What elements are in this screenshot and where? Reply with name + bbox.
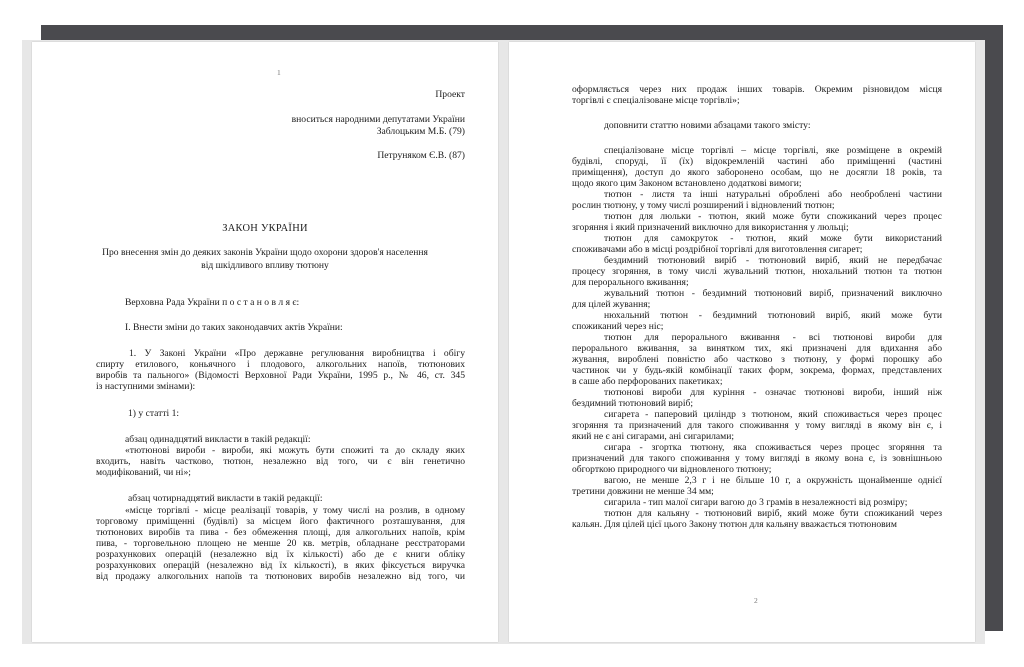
para-14-line: розрахункових операцій (незалежно від їх кількості), в яких фіксується виручка bbox=[96, 560, 465, 571]
definition-line: сигарета - паперовий циліндр з тютюном, який споживається через процес bbox=[604, 409, 942, 420]
para-14-line: пива, - торговельною площею не менше 20 кв. метрів, обладнане реєстраторами bbox=[96, 538, 465, 549]
definition-line: жування, вироблені повністю або частково з тютюну, у формі порошку або bbox=[572, 354, 942, 365]
para-14-line: розрахункових операцій (незалежно від їх кількості) або де є книги обліку bbox=[96, 549, 465, 560]
definition-line: процесу згоряння, в тому числі жувальний тютюн, нюхальний тютюн та тютюн bbox=[572, 266, 942, 277]
definition-line: жувальний тютюн - бездимний тютюновий виріб, призначений виключно bbox=[604, 288, 942, 299]
subitem-1: 1) у статті 1: bbox=[128, 408, 180, 419]
para-14-line: від продажу алкогольних напоїв та тютюнових виробів незалежно від того, чи bbox=[96, 571, 465, 582]
para-11-line: входить, навіть частково, тютюн, незалежно від того, чи є він генетично bbox=[96, 456, 465, 467]
window-frame-top bbox=[41, 25, 1003, 40]
para-14-line: «місце торгівлі - місце реалізації товарів, у тому числі на розлив, в одному bbox=[125, 505, 465, 516]
definition-line: третини довжини не менше 34 мм; bbox=[572, 486, 714, 497]
definition-line: який не є ані сигарами, ані сигарилами; bbox=[572, 431, 735, 442]
definition-line: в саше або перфорованих пакетиках; bbox=[572, 376, 723, 387]
definition-line: обгорткою природного чи відновленого тютюну; bbox=[572, 464, 772, 475]
add-paragraphs-intro: доповнити статтю новими абзацами такого змісту: bbox=[604, 120, 811, 131]
para-14-line: торговому приміщенні (будівлі) за місцем його фактичного розташування, для bbox=[96, 516, 465, 527]
definition-line: сигарила - тип малої сигари вагою до 3 грамів в незалежності від розміру; bbox=[604, 497, 908, 508]
law-subtitle-line-2: від шкідливого впливу тютюну bbox=[201, 260, 329, 271]
continuation-line: торгівлі є спеціалізоване місце торгівлі»; bbox=[572, 95, 740, 106]
definition-line: споживачами або в місці роздрібної торгівлі для виготовлення сигарет; bbox=[572, 244, 863, 255]
definition-line: згоряння та призначений для такого споживання у тому вигляді в якому він є, і bbox=[572, 420, 942, 431]
definition-line: тютюн для перорального вживання - всі тютюнові вироби для bbox=[604, 332, 942, 343]
definition-line: кальян. Для цілей цієї цього Закону тютюн для кальяну вважається тютюновим bbox=[572, 519, 897, 530]
definition-line: бездимний тютюновий виріб; bbox=[572, 398, 694, 409]
definition-line: будівлі, споруді, її (їх) відокремленій частині або приміщенні (частині bbox=[572, 156, 942, 167]
item-1-line: виробів та пального» (Відомості Верховної Ради України, 1995 р., № 46, ст. 345 bbox=[96, 370, 465, 381]
para-11-intro: абзац одинадцятий викласти в такій редакції: bbox=[125, 434, 311, 445]
definition-line: тютюн для самокруток - тютюн, який може бути використаний bbox=[604, 233, 942, 244]
definition-line: тютюнові вироби для куріння - означає тютюнові вироби, інший ніж bbox=[604, 387, 942, 398]
continuation-line: оформляється через них продаж інших товарів. Окремим різновидом місця bbox=[572, 84, 942, 95]
definition-line: згоряння і який призначений виключно для використання у люльці; bbox=[572, 222, 849, 233]
author-2: Петруняком Є.В. (87) bbox=[377, 150, 465, 161]
item-1-line: спирту етилового, коньячного і плодового, алкогольних напоїв, тютюнових bbox=[96, 359, 465, 370]
para-14-line: тютюнових виробів та пива - без обмеження площі, для алкогольних напоїв, крім bbox=[96, 527, 465, 538]
law-title: ЗАКОН УКРАЇНИ bbox=[222, 223, 308, 234]
definition-line: рослин тютюну, у тому числі розширений і відновлений тютюн; bbox=[572, 200, 835, 211]
para-14-block bbox=[96, 505, 465, 582]
definition-line: для перорального вживання; bbox=[572, 277, 689, 288]
introduced-by: вноситься народними депутатами України bbox=[291, 114, 465, 125]
definition-line: перорального вживання, за винятком тих, які призначені для вдихання або bbox=[572, 343, 942, 354]
definition-line: тютюн - листя та інші натуральні оброблені або необроблені частини bbox=[604, 189, 942, 200]
definition-line: нюхальний тютюн - бездимний тютюновий виріб, який може бути bbox=[604, 310, 942, 321]
definition-line: сигара - згортка тютюну, яка споживається через процес згоряння та bbox=[604, 442, 942, 453]
page-number: 2 bbox=[754, 596, 758, 605]
definition-line: призначений для такого споживання у тому вигляді в якому вона є, із зовнішньою bbox=[572, 453, 942, 464]
window-frame-right bbox=[985, 25, 1003, 631]
para-11-line: модифікований, чи ні»; bbox=[96, 467, 191, 478]
definition-line: приміщення), доступ до якого заборонено особам, що не досягли 18 років, та bbox=[572, 167, 942, 178]
definitions-block bbox=[572, 145, 942, 530]
definition-line: спеціалізоване місце торгівлі – місце торгівлі, яке розміщене в окремій bbox=[604, 145, 942, 156]
page-number: 1 bbox=[277, 68, 281, 77]
definition-line: бездимний тютюновий виріб - тютюновий виріб, який не передбачає bbox=[604, 255, 942, 266]
postanovliaie: Верховна Рада України п о с т а н о в л я є: bbox=[125, 297, 300, 308]
project-label: Проект bbox=[435, 89, 465, 100]
definition-line: для цілей жування; bbox=[572, 299, 651, 310]
law-subtitle-line-1: Про внесення змін до деяких законів України щодо охорони здоров'я населення bbox=[102, 247, 428, 258]
author-1: Заблоцьким М.Б. (79) bbox=[376, 126, 465, 137]
definition-line: вагою, не менше 2,3 г і не більше 10 г, а окружність щонайменше однієї bbox=[604, 475, 942, 486]
section-1-heading: І. Внести зміни до таких законодавчих актів України: bbox=[125, 322, 343, 333]
definition-line: тютюн для люльки - тютюн, який може бути спожиканий через процес bbox=[604, 211, 942, 222]
definition-line: тютюн для кальяну - тютюновий виріб, який може бути спожиканий через bbox=[604, 508, 942, 519]
para-14-intro: абзац чотирнадцятий викласти в такій редакції: bbox=[128, 493, 323, 504]
para-11-block bbox=[96, 445, 465, 478]
para-11-line: «тютюнові вироби - вироби, які можуть бути спожиті та до складу яких bbox=[125, 445, 465, 456]
continuation-block bbox=[572, 84, 942, 106]
document-page-2[interactable] bbox=[509, 42, 975, 642]
document-page-1[interactable] bbox=[32, 42, 498, 642]
definition-line: спожиканий через ніс; bbox=[572, 321, 664, 332]
definition-line: щодо якого цим Законом встановлено додаткові вимоги; bbox=[572, 178, 802, 189]
item-1-line: із наступними змінами): bbox=[96, 381, 196, 392]
item-1-block bbox=[96, 348, 465, 392]
definition-line: частинок чи у будь-якій комбінації таких форм, зокрема, формах, представлених bbox=[572, 365, 942, 376]
item-1-line: 1. У Законі України «Про державне регулювання виробництва і обігу bbox=[129, 348, 465, 359]
